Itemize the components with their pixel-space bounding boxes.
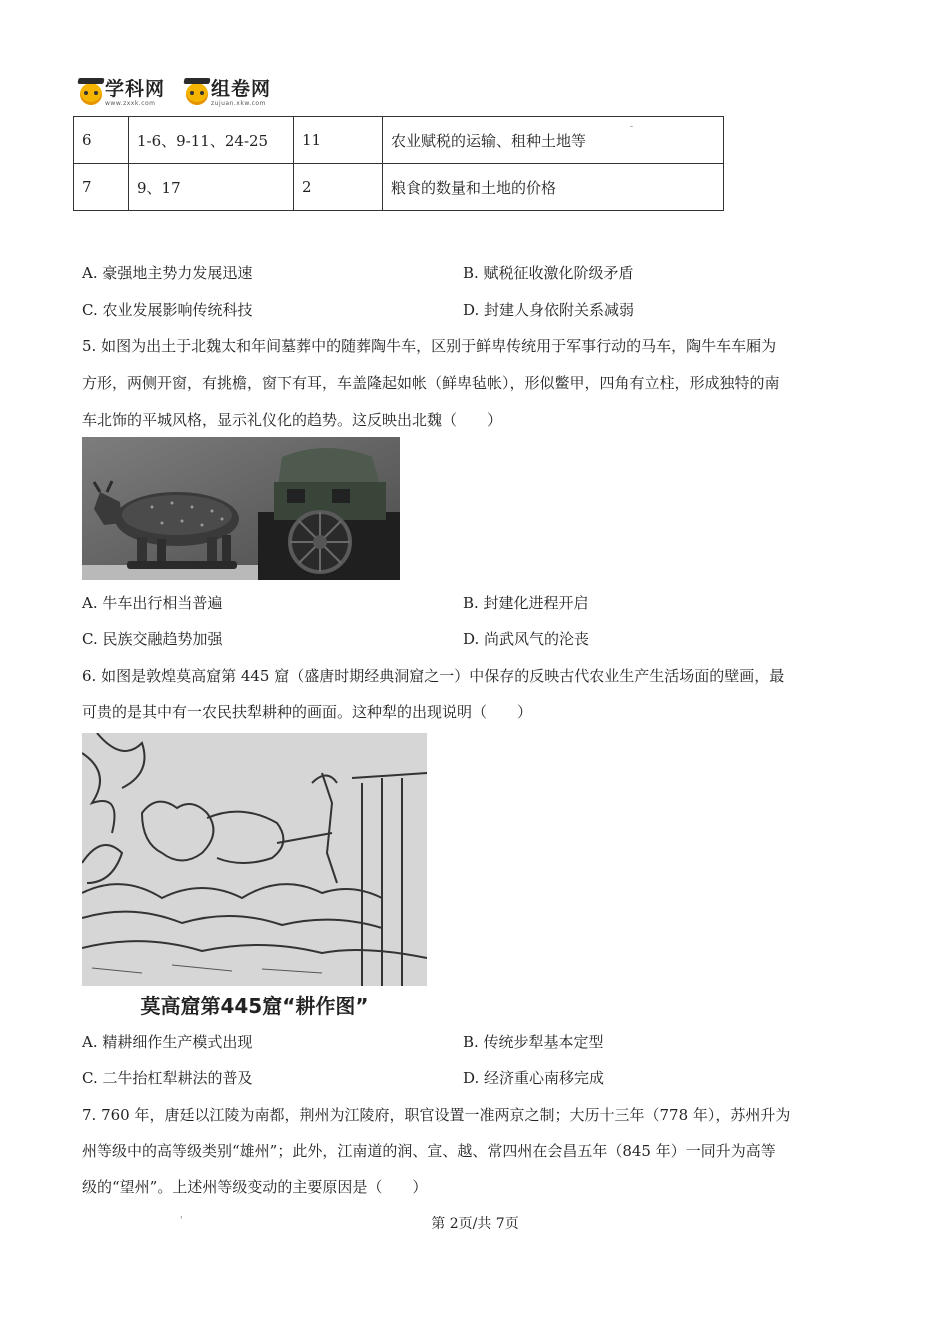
owl-logo-icon	[186, 83, 208, 105]
q5-stem-line-3: 车北饰的平城风格，显示礼仪化的趋势。这反映出北魏（ ）	[82, 411, 503, 429]
q5-option-d[interactable]: D. 尚武风气的沦丧	[463, 630, 590, 648]
mural-photo	[82, 733, 427, 986]
table-cell: 2	[294, 164, 383, 211]
logo-xueke-url: www.zxxk.com	[105, 100, 156, 107]
q6-option-b[interactable]: B. 传统步犁基本定型	[463, 1033, 604, 1051]
q7-stem-line-1: 7. 760 年，唐廷以江陵为南都，荆州为江陵府，职官设置一准两京之制；大历十三年（778 年），苏州升为	[82, 1106, 791, 1124]
mural-caption: 莫高窟第445窟“耕作图”	[140, 994, 369, 1018]
table-row	[74, 164, 724, 211]
logo-xueke-title: 学科网	[105, 78, 166, 100]
ox-cart-photo	[82, 437, 400, 580]
table-cell: 9、17	[129, 164, 294, 211]
q6-stem-line-2: 可贵的是其中有一农民扶犁耕种的画面。这种犁的出现说明（ ）	[82, 703, 533, 721]
q7-stem-line-2: 州等级中的高等级类别“雄州”；此外，江南道的润、宣、越、常四州在会昌五年（845 年）一同升为高等	[82, 1142, 776, 1160]
logo-zujuan[interactable]	[186, 80, 271, 107]
q7-stem-line-3: 级的“望州”。上述州等级变动的主要原因是（ ）	[82, 1178, 428, 1196]
table-cell: 11	[294, 117, 383, 164]
table-cell: 粮食的数量和土地的价格	[383, 164, 724, 211]
q4-option-b[interactable]: B. 赋税征收激化阶级矛盾	[463, 264, 634, 282]
logo-xueke[interactable]	[80, 80, 165, 107]
table-cell: 7	[74, 164, 129, 211]
table-cell: 1-6、9-11、24-25	[129, 117, 294, 164]
stray-mark: -	[630, 122, 634, 132]
ox-cart-image	[82, 437, 400, 580]
plowing-mural-image	[82, 733, 427, 986]
q5-option-c[interactable]: C. 民族交融趋势加强	[82, 630, 223, 648]
table-cell: 6	[74, 117, 129, 164]
q6-option-a[interactable]: A. 精耕细作生产模式出现	[82, 1033, 253, 1051]
q6-option-d[interactable]: D. 经济重心南移完成	[463, 1069, 605, 1087]
q5-option-b[interactable]: B. 封建化进程开启	[463, 594, 589, 612]
q4-option-a[interactable]: A. 豪强地主势力发展迅速	[82, 264, 253, 282]
q5-option-a[interactable]: A. 牛车出行相当普遍	[82, 594, 223, 612]
table-row	[74, 117, 724, 164]
q5-stem-line-1: 5. 如图为出土于北魏太和年间墓葬中的随葬陶牛车，区别于鲜卑传统用于军事行动的马车，陶牛车车厢为	[82, 337, 777, 355]
q6-option-c[interactable]: C. 二牛抬杠犁耕法的普及	[82, 1069, 253, 1087]
q5-stem-line-2: 方形，两侧开窗，有挑檐，窗下有耳，车盖隆起如帐（鲜卑毡帐），形似鳖甲，四角有立柱，形成独特的南	[82, 374, 780, 392]
table-cell: 农业赋税的运输、租种土地等	[383, 117, 724, 164]
q4-option-d[interactable]: D. 封建人身依附关系减弱	[463, 301, 635, 319]
stray-mark: '	[180, 1216, 183, 1226]
page-number: 第 2页/共 7页	[431, 1216, 519, 1232]
logo-zujuan-url: zujuan.xkw.com	[211, 100, 266, 107]
owl-logo-icon	[80, 83, 102, 105]
data-table	[73, 116, 724, 211]
q4-option-c[interactable]: C. 农业发展影响传统科技	[82, 301, 253, 319]
q6-stem-line-1: 6. 如图是敦煌莫高窟第 445 窟（盛唐时期经典洞窟之一）中保存的反映古代农业生产生活场面的壁画，最	[82, 667, 785, 685]
logo-zujuan-title: 组卷网	[211, 78, 272, 100]
